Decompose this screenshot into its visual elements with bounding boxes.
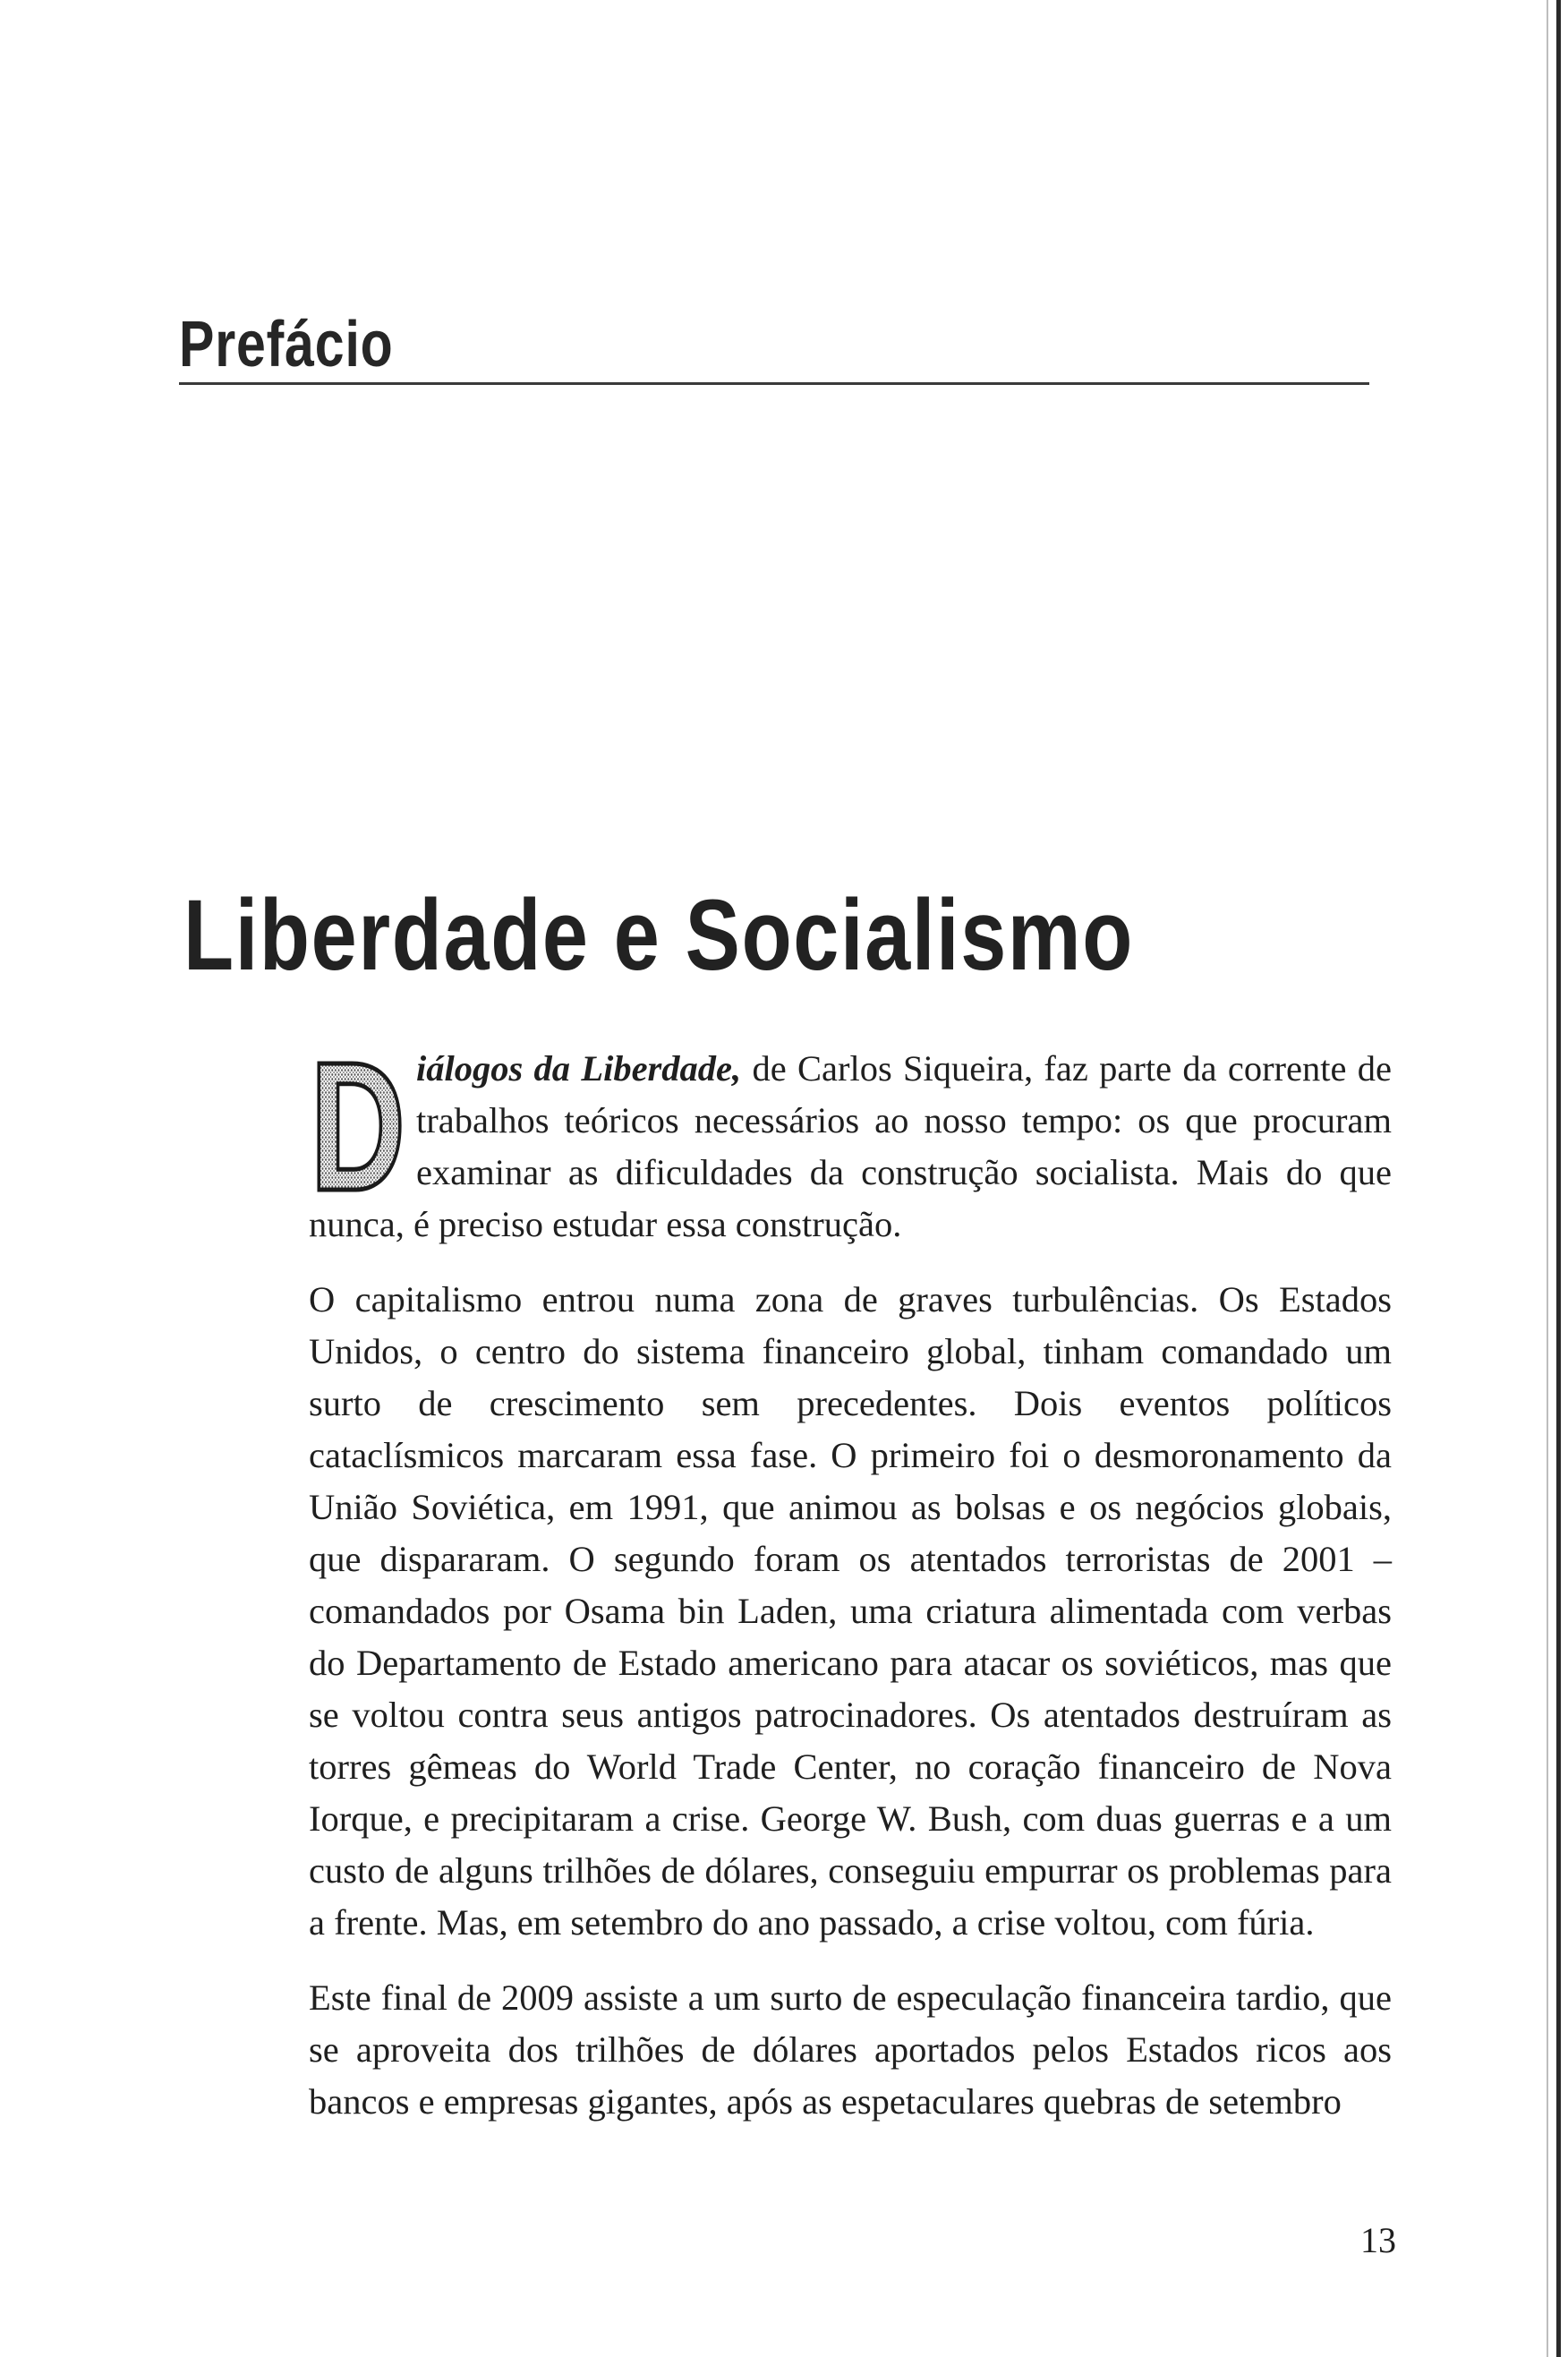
page-number: 13 bbox=[1360, 2220, 1396, 2260]
drop-cap-letter-icon bbox=[309, 1046, 407, 1199]
chapter-title: Liberdade e Socialismo bbox=[183, 879, 1134, 991]
paragraph-2: O capitalismo entrou numa zona de graves turbulências. Os Estados Unidos, o centro do sistema financeiro global, tinham comandado um surto de crescimento sem precedentes. Dois eventos políticos cataclísmicos marcaram essa fase. O primeiro foi o desmoronamento da União Soviética, em 1991, que animou as bolsas e os negócios globais, que dispararam. O segundo foram os atentados terroristas de 2001 – comandados por Osama bin Laden, uma criatura alimentada com verbas do Departamento de Estado americano para atacar os soviéticos, mas que se voltou contra seus antigos patrocinadores. Os atentados destruíram as torres gêmeas do World Trade Center, no coração financeiro de Nova Iorque, e precipitaram a crise. George W. Bush, com duas guerras e a um custo de alguns trilhões de dólares, conseguiu empurrar os problemas para a frente. Mas, em setembro do ano passado, a crise voltou, com fúria. bbox=[309, 1279, 1392, 1943]
scan-edge-line bbox=[1547, 0, 1548, 2357]
paragraph-3: Este final de 2009 assiste a um surto de especulação financeira tardio, que se aproveita dos trilhões de dólares aportados pelos Estados ricos aos bancos e empresas gigantes, após as espetaculares quebras de setembro bbox=[309, 1977, 1392, 2122]
section-label-text: Prefácio bbox=[179, 309, 394, 380]
paragraph-1-text: de Carlos Siqueira, faz parte da corrente de trabalhos teóricos necessários ao nosso tempo: os que procuram examinar as dificuldades da construção socialista. Mais do que nunca, é preciso estudar essa construção. bbox=[309, 1048, 1393, 1244]
paragraph-1 bbox=[309, 1043, 1392, 1251]
svg-text:D: D bbox=[310, 1046, 406, 1199]
body-text bbox=[309, 1043, 1392, 2151]
drop-cap bbox=[309, 1046, 407, 1199]
scan-edge-shadow bbox=[1556, 0, 1561, 2357]
section-header bbox=[179, 309, 1369, 385]
book-title: iálogos da Liberdade, bbox=[416, 1048, 742, 1089]
